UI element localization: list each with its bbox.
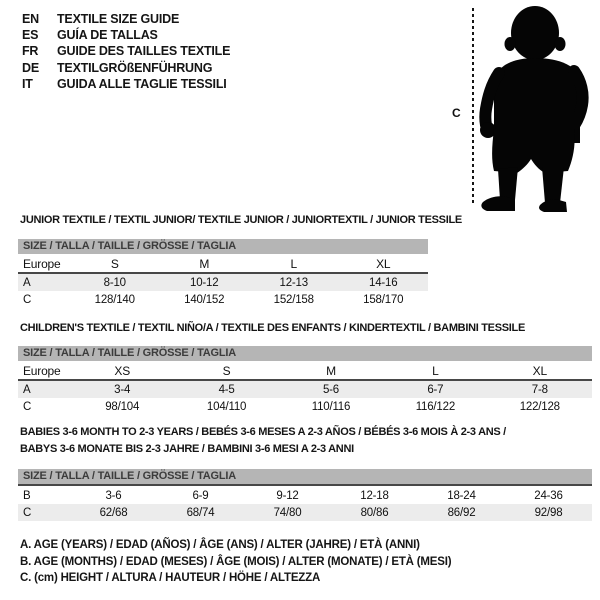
- row-label: C: [23, 506, 32, 519]
- language-list: [22, 12, 230, 93]
- size-header-bar: SIZE / TALLA / TAILLE / GRÖSSE / TAGLIA: [18, 346, 592, 361]
- value-cell: 5-6: [322, 383, 339, 396]
- section-title-junior: JUNIOR TEXTILE / TEXTIL JUNIOR/ TEXTILE JUNIOR / JUNIORTEXTIL / JUNIOR TESSILE: [20, 214, 462, 226]
- size-cell: XL: [532, 363, 547, 378]
- note-age-months: B. AGE (MONTHS) / EDAD (MESES) / ÂGE (MOIS) / ALTER (MONATE) / ETÀ (MESI): [20, 555, 452, 568]
- value-cell: 14-16: [369, 276, 398, 289]
- value-cell: 104/110: [206, 400, 247, 413]
- table-row-c: [18, 398, 592, 415]
- junior-size-table: [18, 239, 428, 308]
- value-cell: 4-5: [218, 383, 235, 396]
- row-label: A: [23, 383, 31, 396]
- value-cell: 98/104: [105, 400, 140, 413]
- table-row-b: [18, 487, 592, 504]
- value-cell: 140/152: [184, 293, 225, 306]
- value-cell: 10-12: [190, 276, 219, 289]
- value-cell: 18-24: [447, 489, 476, 502]
- row-label: C: [23, 400, 32, 413]
- size-cell: XL: [376, 256, 391, 271]
- height-dashed-line: [472, 8, 474, 206]
- value-cell: 122/128: [519, 400, 560, 413]
- language-row-en: [22, 12, 230, 28]
- size-cell: M: [326, 363, 336, 378]
- language-label: GUIDE DES TAILLES TEXTILE: [57, 44, 231, 59]
- value-cell: 80/86: [360, 506, 389, 519]
- region-label: Europe: [23, 256, 61, 271]
- region-header-row: [18, 255, 428, 273]
- legend-notes: [20, 537, 451, 587]
- row-label: B: [23, 489, 31, 502]
- value-cell: 74/80: [273, 506, 302, 519]
- language-label: GUÍA DE TALLAS: [57, 28, 158, 43]
- babies-size-table: [18, 469, 592, 521]
- section-title-babies: [20, 424, 580, 457]
- language-code: ES: [22, 28, 39, 43]
- toddler-silhouette-icon: [479, 3, 595, 213]
- height-marker-label: C: [452, 106, 461, 120]
- language-row-it: [22, 77, 230, 93]
- value-cell: 6-7: [427, 383, 444, 396]
- value-cell: 110/116: [311, 400, 351, 413]
- section-title-children: CHILDREN'S TEXTILE / TEXTIL NIÑO/A / TEXTILE DES ENFANTS / KINDERTEXTIL / BAMBINI TESSILE: [20, 322, 525, 334]
- table-row-a: [18, 380, 592, 398]
- size-cell: L: [290, 256, 297, 271]
- language-code: EN: [22, 12, 39, 26]
- value-cell: 3-4: [114, 383, 131, 396]
- language-row-de: [22, 61, 230, 77]
- value-cell: 9-12: [276, 489, 299, 502]
- language-row-es: [22, 28, 230, 44]
- table-row-c: [18, 291, 428, 308]
- value-cell: 8-10: [103, 276, 126, 289]
- value-cell: 152/158: [273, 293, 314, 306]
- language-code: DE: [22, 60, 39, 75]
- language-label: GUIDA ALLE TAGLIE TESSILI: [57, 76, 227, 91]
- region-label: Europe: [23, 363, 61, 378]
- size-cell: S: [222, 363, 231, 378]
- row-label: C: [23, 293, 32, 306]
- table-row-a: [18, 273, 428, 291]
- region-header-row: [18, 362, 592, 380]
- size-header-bar: SIZE / TALLA / TAILLE / GRÖSSE / TAGLIA: [18, 469, 592, 486]
- language-label: TEXTILGRÖßENFÜHRUNG: [57, 60, 213, 75]
- value-cell: 158/170: [363, 293, 404, 306]
- section-title-line: BABIES 3-6 MONTH TO 2-3 YEARS / BEBÉS 3-6 MESES A 2-3 AÑOS / BÉBÉS 3-6 MOIS À 2-3 ANS /: [20, 426, 506, 438]
- value-cell: 24-36: [534, 489, 563, 502]
- value-cell: 62/68: [99, 506, 128, 519]
- value-cell: 7-8: [531, 383, 548, 396]
- size-cell: L: [432, 363, 439, 378]
- value-cell: 92/98: [534, 506, 563, 519]
- size-cell: XS: [114, 363, 130, 378]
- row-label: A: [23, 276, 31, 289]
- value-cell: 6-9: [192, 489, 209, 502]
- language-code: FR: [22, 44, 39, 59]
- note-age-years: A. AGE (YEARS) / EDAD (AÑOS) / ÂGE (ANS) / ALTER (JAHRE) / ETÀ (ANNI): [20, 539, 420, 551]
- value-cell: 116/122: [415, 400, 456, 413]
- size-cell: M: [199, 256, 210, 271]
- note-height-cm: C. (cm) HEIGHT / ALTURA / HAUTEUR / HÖHE / ALTEZZA: [20, 572, 321, 584]
- value-cell: 12-18: [360, 489, 389, 502]
- children-size-table: [18, 346, 592, 415]
- table-row-c: [18, 504, 592, 521]
- size-cell: S: [110, 256, 119, 271]
- value-cell: 128/140: [94, 293, 135, 306]
- value-cell: 12-13: [279, 276, 308, 289]
- value-cell: 68/74: [186, 506, 215, 519]
- size-header-bar: SIZE / TALLA / TAILLE / GRÖSSE / TAGLIA: [18, 239, 428, 254]
- value-cell: 86/92: [447, 506, 476, 519]
- value-cell: 3-6: [105, 489, 122, 502]
- language-row-fr: [22, 44, 230, 60]
- language-label: TEXTILE SIZE GUIDE: [57, 12, 180, 26]
- section-title-line: BABYS 3-6 MONATE BIS 2-3 JAHRE / BAMBINI 3-6 MESI A 2-3 ANNI: [20, 442, 354, 455]
- language-code: IT: [22, 76, 33, 91]
